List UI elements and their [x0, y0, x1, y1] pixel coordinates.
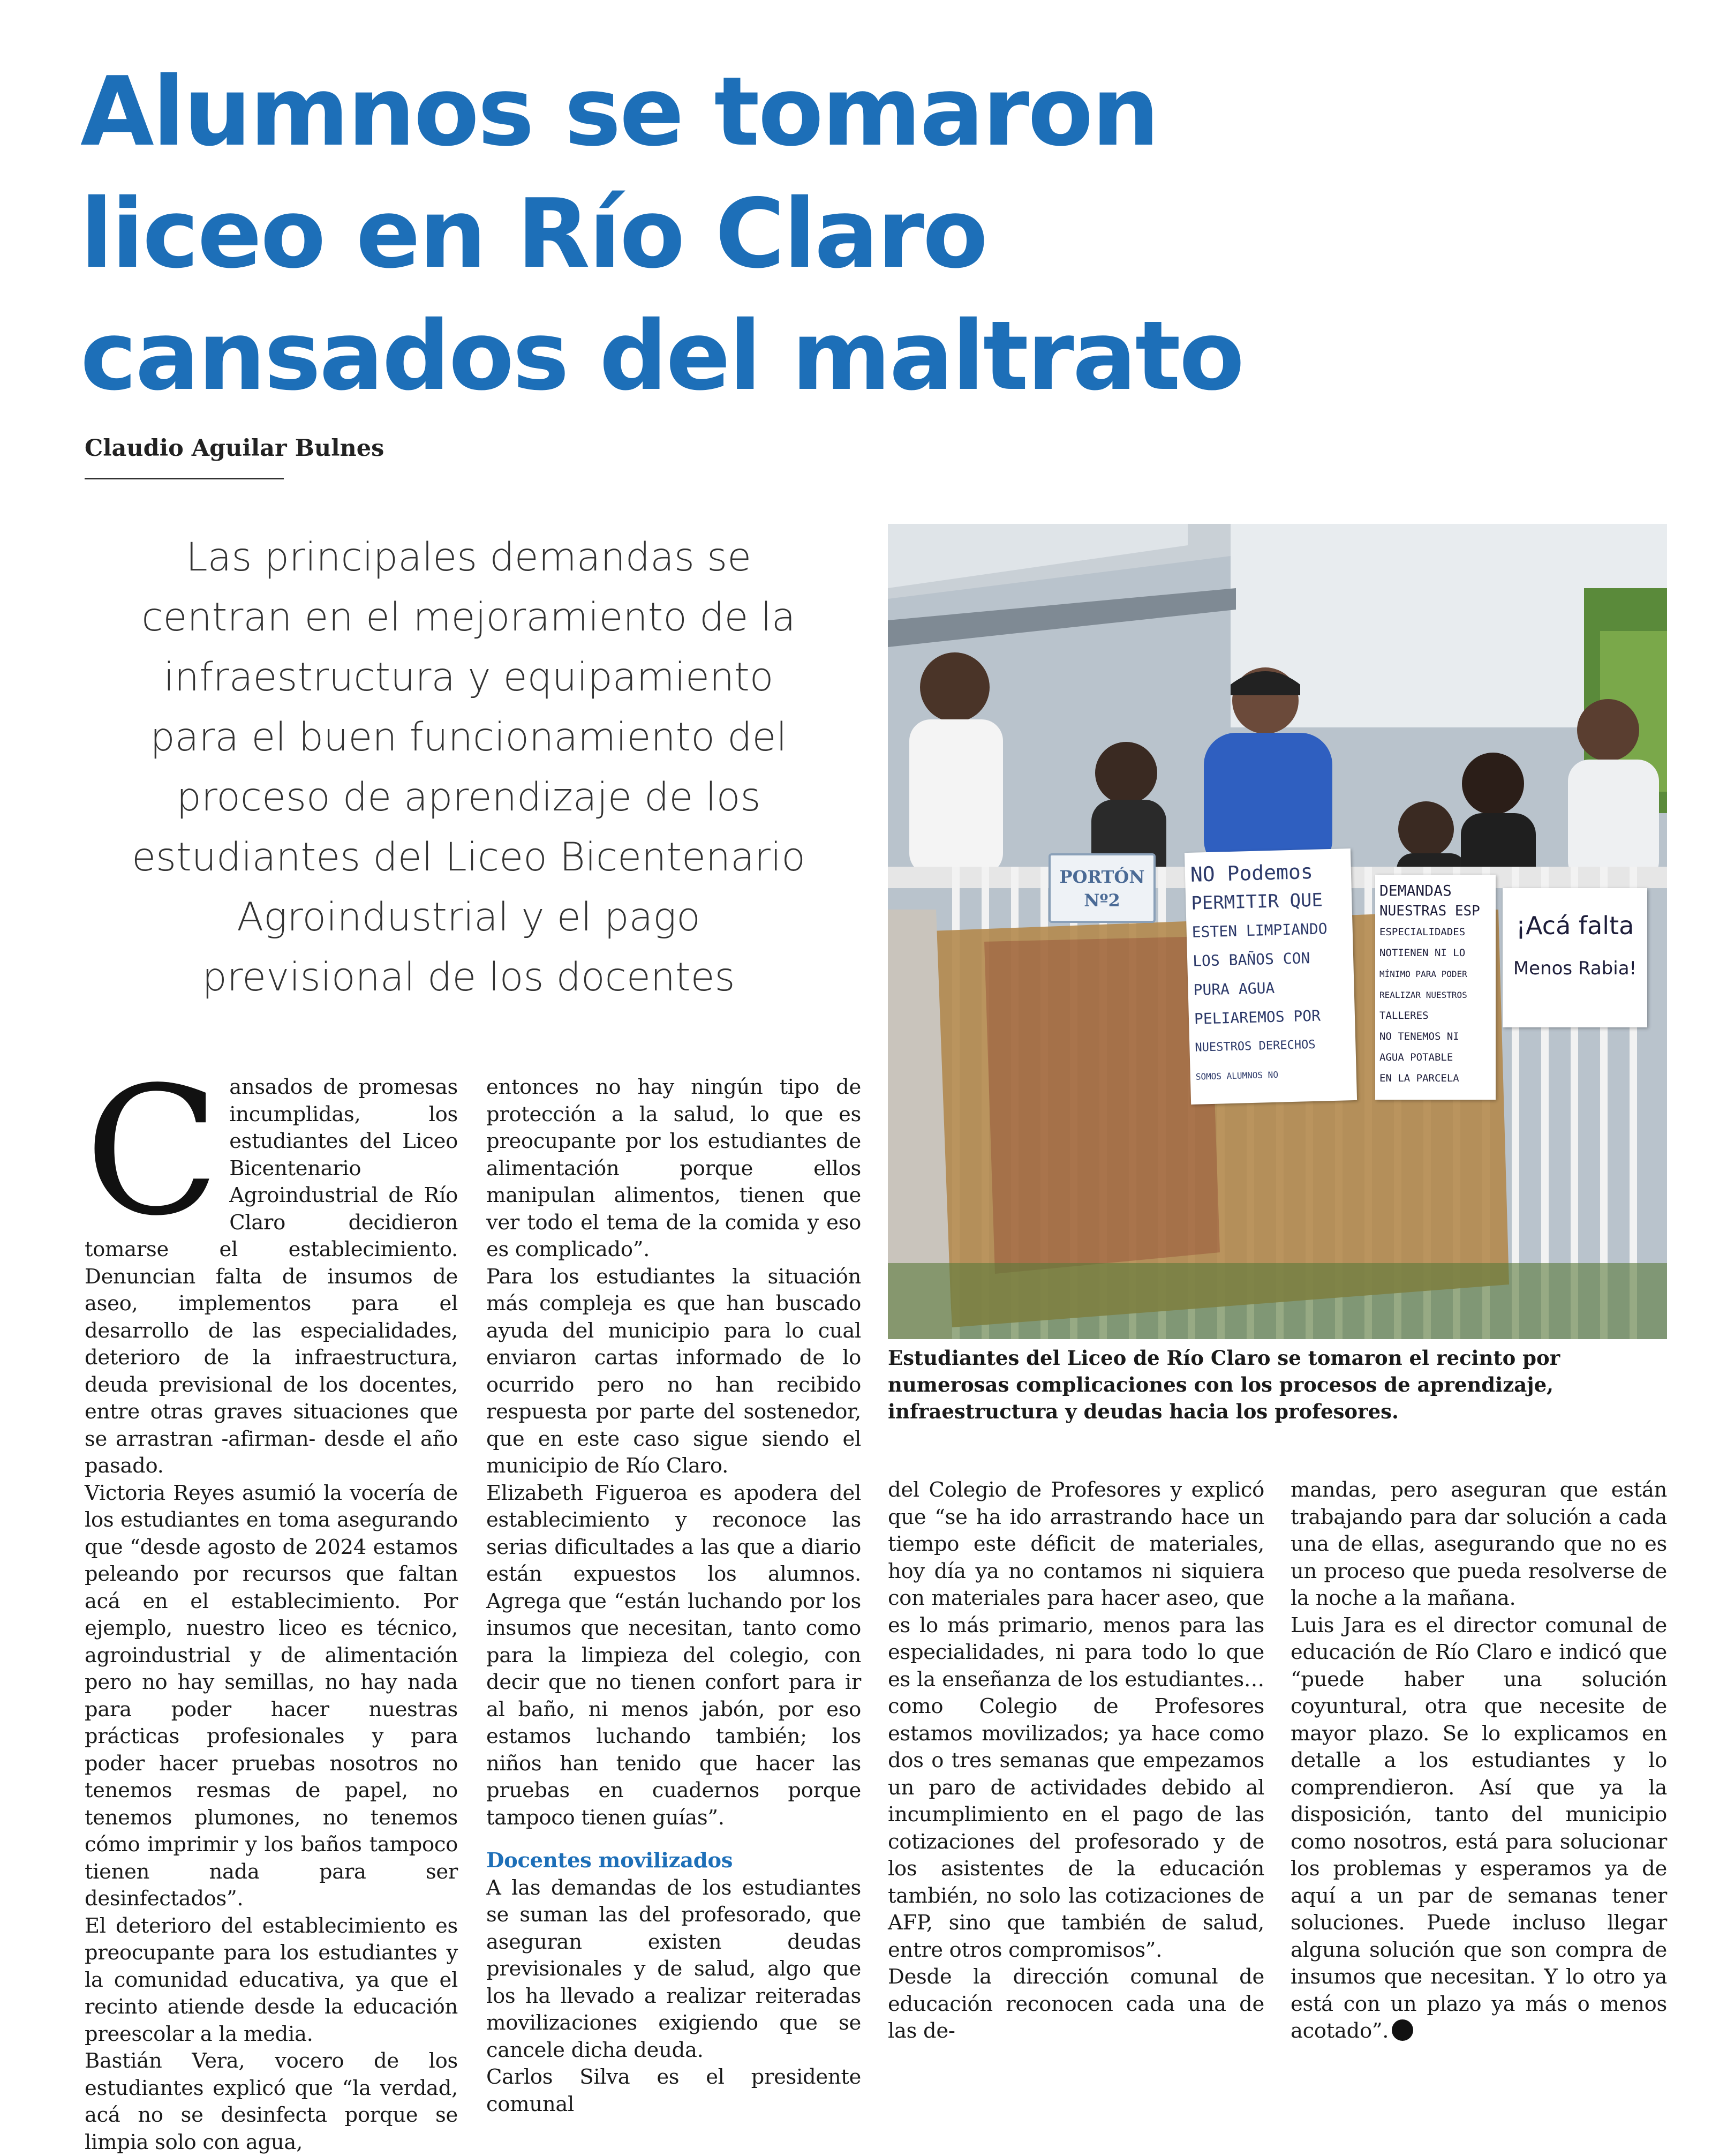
protest-sign	[1185, 848, 1357, 1105]
sign-line: DEMANDAS	[1379, 882, 1452, 899]
deck	[80, 528, 857, 1008]
sign-line: NO Podemos	[1190, 859, 1314, 887]
sign-line: Menos Rabia!	[1513, 958, 1637, 979]
sign-line: EN LA PARCELA	[1379, 1072, 1459, 1084]
dropcap: C	[85, 1049, 220, 1254]
headline-line-1: Alumnos se tomaron	[80, 56, 1158, 167]
deck-line: proceso de aprendizaje de los	[176, 775, 761, 820]
deck-line: Agroindustrial y el pago	[237, 895, 700, 940]
headline-line-2: liceo en Río Claro	[80, 178, 987, 289]
deck-line: centran en el mejoramiento de la	[141, 595, 796, 640]
paragraph	[1291, 1612, 1667, 2045]
paragraph: ansados de promesas incumplidas, los estudiantes del Liceo Bicentenario Agroindustrial de Río Claro decidieron tomarse el establecimiento. Denuncian falta de insumos de aseo, implementos para el desarrollo de las especialidades, deterioro de la infraestructura, deuda previsional de los docentes, entre otras graves situaciones que se arrastran -afirman- desde el año pasado.	[85, 1075, 458, 1478]
end-mark-icon	[1392, 2019, 1413, 2041]
deck-line: Las principales demandas se	[185, 535, 752, 580]
sign-line: NUESTROS DERECHOS	[1195, 1038, 1316, 1055]
sign-line: NUESTRAS ESP	[1379, 903, 1480, 919]
article-column-4	[1291, 1477, 1667, 2045]
sign-porton-line: Nº2	[1084, 890, 1120, 911]
paragraph: Para los estudiantes la situación más compleja es que han buscado ayuda del municipio para lo cual enviaron cartas informado de lo ocurrido pero no han recibido respuesta por parte del sostenedor, que en este caso sigue siendo el municipio de Río Claro.	[486, 1264, 861, 1478]
sign-line: REALIZAR NUESTROS	[1379, 990, 1467, 1000]
paragraph: Carlos Silva es el presidente comunal	[486, 2065, 861, 2116]
sign-line: NO TENEMOS NI	[1379, 1031, 1459, 1042]
sign-line: NOTIENEN NI LO	[1379, 947, 1466, 959]
news-photo	[888, 524, 1667, 1339]
paragraph: Victoria Reyes asumió la vocería de los estudiantes en toma asegurando que “desde agosto de 2024 estamos peleando por recursos que faltan acá en el establecimiento. Por ejemplo, nuestro liceo es técnico, agroindustrial y de alimentación pero no hay semillas, no hay nada para poder hacer nuestras prácticas profesionales y para poder hacer pruebas nosotros no tenemos resmas de papel, no tenemos plumones, no tenemos cómo imprimir y los baños tampoco tienen nada para ser desinfectados”.	[85, 1481, 458, 1911]
paragraph: del Colegio de Profesores y explicó que “se ha ido arrastrando hace un tiempo este déficit de materiales, hoy día ya no contamos ni siquiera con materiales para hacer aseo, que es lo más primario, menos para las especialidades, ni para todo lo que es la enseñanza de los estudiantes… como Colegio de Profesores estamos movilizados; ya hace como dos o tres semanas que empezamos un paro de actividades debido al incumplimiento en el pago de las cotizaciones del profesorado y de los asistentes de la educación también, no solo las cotizaciones de AFP, sino que también de salud, entre otros compromisos”.	[888, 1478, 1264, 1962]
sign-line: PERMITIR QUE	[1190, 889, 1323, 914]
sign-porton	[1049, 853, 1156, 923]
sign-line: LOS BAÑOS CON	[1192, 949, 1310, 970]
byline: Claudio Aguilar Bulnes	[85, 435, 384, 462]
deck-line: para el buen funcionamiento del	[150, 715, 787, 760]
sign-line: MÍNIMO PARA PODER	[1379, 969, 1467, 979]
subheading: Docentes movilizados	[486, 1849, 733, 1873]
sign-line: AGUA POTABLE	[1379, 1051, 1453, 1063]
sign-line: PURA AGUA	[1193, 979, 1275, 999]
article-column-2	[486, 1074, 861, 2118]
paragraph: Desde la dirección comunal de educación reconocen cada una de las de-	[888, 1965, 1264, 2043]
paragraph: El deterioro del establecimiento es preocupante para los estudiantes y la comunidad educativa, ya que el recinto atiende desde la educación preescolar a la media.	[85, 1913, 458, 2046]
deck-line: infraestructura y equipamiento	[163, 655, 774, 700]
paragraph: Elizabeth Figueroa es apodera del establecimiento y reconoce las serias dificultades a las que a diario están expuestos los alumnos. Agrega que “están luchando por los insumos que necesitan, tanto como para la limpieza del colegio, con decir que no tienen confort para ir al baño, ni menos jabón, por eso estamos luchando también; los niños han tenido que hacer las pruebas en cuadernos porque tampoco tienen guías”.	[486, 1481, 861, 1830]
sign-line: PELIAREMOS POR	[1194, 1006, 1321, 1028]
protest-sign	[1503, 888, 1647, 1027]
article-column-1	[85, 1049, 458, 2156]
sign-porton-line: PORTÓN	[1059, 867, 1145, 887]
article-column-3	[888, 1477, 1264, 2045]
headline-line-3: cansados del maltrato	[80, 301, 1243, 411]
sign-line: ESPECIALIDADES	[1379, 926, 1466, 938]
sign-line: ¡Acá falta	[1515, 911, 1634, 940]
deck-line: previsional de los docentes	[202, 955, 735, 1000]
protest-sign	[1375, 875, 1496, 1100]
paragraph: A las demandas de los estudiantes se suman las del profesorado, que aseguran existen deudas previsionales y de salud, algo que los ha llevado a realizar reiteradas movilizaciones exigiendo que se cancele dicha deuda.	[486, 1875, 861, 2062]
sign-line: TALLERES	[1379, 1010, 1429, 1021]
photo-caption: Estudiantes del Liceo de Río Claro se tomaron el recinto por numerosas complicaciones con los procesos de aprendizaje, infraestructura y deudas hacia los profesores.	[888, 1346, 1560, 1423]
paragraph: entonces no hay ningún tipo de protección a la salud, lo que es preocupante por los estudiantes de alimentación porque ellos manipulan alimentos, tienen que ver todo el tema de la comida y eso es complicado”.	[486, 1075, 861, 1261]
sign-line: SOMOS ALUMNOS NO	[1195, 1069, 1279, 1082]
headline	[80, 51, 1419, 417]
paragraph-text: Luis Jara es el director comunal de educación de Río Claro e indicó que “puede haber una solución coyuntural, otra que necesite de mayor plazo. Se lo explicamos en detalle a los estudiantes y lo comprendieron. Así que ya la disposición, tanto del municipio como nosotros, está para solucionar los problemas y esperamos ya de aquí a un par de semanas tener soluciones. Puede incluso llegar alguna solución que son compra de insumos que necesitan. Y lo otro ya está con un plazo ya más o menos acotado”.	[1291, 1613, 1667, 2043]
sign-line: ESTEN LIMPIANDO	[1191, 920, 1328, 941]
byline-rule	[85, 478, 284, 479]
paragraph: Bastián Vera, vocero de los estudiantes explicó que “la verdad, acá no se desinfecta porque se limpia solo con agua,	[85, 2049, 458, 2154]
paragraph: mandas, pero aseguran que están trabajando para dar solución a cada una de ellas, asegurando que no es un proceso que pueda resolverse de la noche a la mañana.	[1291, 1478, 1667, 1610]
deck-line: estudiantes del Liceo Bicentenario	[132, 835, 805, 880]
